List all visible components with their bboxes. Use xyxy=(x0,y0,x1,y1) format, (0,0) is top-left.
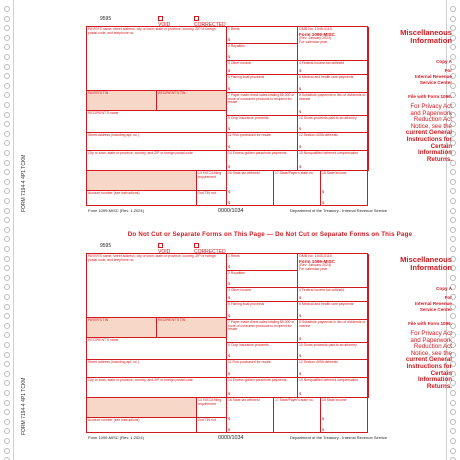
payer-name-field[interactable]: PAYER'S name, street address, city or town, state or province, country, ZIP or foreign postal code, and telephone no. xyxy=(87,27,227,91)
recipient-tin-field[interactable]: RECIPIENT'S TIN xyxy=(157,318,227,338)
sprocket-hole xyxy=(4,323,10,329)
form-side-panel xyxy=(368,253,454,433)
sprocket-hole xyxy=(4,400,10,406)
sprocket-hole xyxy=(4,112,10,118)
box-5-fishing[interactable]: 5 Fishing boat proceeds $ xyxy=(227,302,298,320)
box-10-attorney[interactable]: 10 Gross proceeds paid to an attorney $ xyxy=(298,116,369,133)
box-4-federal-tax[interactable]: 4 Federal income tax withheld $ xyxy=(298,288,369,302)
fatca-shaded-area xyxy=(87,398,197,418)
sprocket-hole xyxy=(4,419,10,425)
sprocket-hole xyxy=(4,256,10,262)
box-7-direct-sales[interactable]: 7 Payer made direct sales totaling $5,000 or more of consumer products to recipient for resale xyxy=(227,93,298,116)
side-form-label-top: FORM 7194-4 4P1 TCKM xyxy=(21,154,27,212)
privacy-line-1: For Privacy Act xyxy=(410,103,452,110)
sprocket-hole xyxy=(450,438,456,444)
general-line-1: current General xyxy=(405,129,452,137)
sprocket-hole xyxy=(4,390,10,396)
sprocket-hole xyxy=(4,294,10,300)
payer-name-field[interactable]: PAYER'S name, street address, city or town, state or province, country, ZIP or foreign postal code, and telephone no. xyxy=(87,254,227,318)
form-title-line-2: Information xyxy=(410,263,452,272)
corrected-checkbox[interactable]: CORRECTED xyxy=(194,16,226,28)
box-2-royalties[interactable]: 2 Royalties $ xyxy=(227,271,298,288)
box-3-other-income[interactable]: 3 Other income $ xyxy=(227,61,298,75)
irs-label-2: Service Center xyxy=(419,307,452,312)
form-1099-misc xyxy=(86,26,368,206)
form-side-panel xyxy=(368,26,454,206)
box-13-fatca[interactable]: 13 FATCA filing requirement xyxy=(197,398,227,418)
privacy-line-3: Reduction Act xyxy=(413,343,452,351)
general-line-2: Instructions for xyxy=(406,363,452,370)
box-8-substitute[interactable]: 8 Substitute payments in lieu of dividends or interest $ xyxy=(298,320,369,343)
payer-tin-field[interactable]: PAYER'S TIN xyxy=(87,91,157,111)
cut-warning: Do Not Cut or Separate Forms on This Page — Do Not Cut or Separate Forms on This Page xyxy=(127,231,413,238)
box-17-state-no[interactable]: 17 State/Payer's state no. xyxy=(274,171,321,206)
box-8-substitute[interactable]: 8 Substitute payments in lieu of dividends or interest $ xyxy=(298,93,369,116)
sprocket-hole xyxy=(4,64,10,70)
recipient-name-field[interactable]: RECIPIENT'S name xyxy=(87,111,227,133)
privacy-line-3: Reduction Act xyxy=(413,116,452,124)
general-line-1: current General xyxy=(405,356,452,364)
form-title-line-1: Miscellaneous xyxy=(400,255,452,264)
sprocket-hole xyxy=(450,448,456,454)
box-18-state-income[interactable]: 18 State income $ $ xyxy=(322,398,347,433)
general-line-3: Certain xyxy=(430,369,452,377)
second-tin-field[interactable]: 2nd TIN not. xyxy=(197,418,227,433)
general-line-5: Returns. xyxy=(426,155,452,163)
void-checkbox[interactable]: VOID xyxy=(158,16,170,28)
side-form-label-bottom: FORM 7194-4 4P1 TCKM xyxy=(21,377,27,435)
box-2-royalties[interactable]: 2 Royalties $ xyxy=(227,44,298,61)
box-18-state-income[interactable]: 18 State income $ $ xyxy=(322,171,347,206)
sprocket-hole xyxy=(4,179,10,185)
sprocket-hole xyxy=(4,150,10,156)
irs-label-1: Internal Revenue xyxy=(414,74,452,79)
sprocket-hole xyxy=(4,448,10,454)
sprocket-hole xyxy=(4,198,10,204)
omb-block: OMB No. 1545-0115 Form 1099-MISC (Rev. January 2024) For calendar year xyxy=(298,27,369,61)
recipient-tin-field[interactable]: RECIPIENT'S TIN xyxy=(157,91,227,111)
sprocket-hole xyxy=(4,131,10,137)
sprocket-hole xyxy=(4,304,10,310)
sprocket-hole xyxy=(4,438,10,444)
box-9-crop[interactable]: 9 Crop insurance proceeds $ xyxy=(227,343,298,360)
copy-a-label: Copy A xyxy=(436,286,452,291)
city-field[interactable]: City or town, state or province, country, and ZIP or foreign postal code xyxy=(87,151,227,171)
recipient-name-field[interactable]: RECIPIENT'S name xyxy=(87,338,227,360)
box-1-rents[interactable]: 1 Rents $ xyxy=(227,254,298,271)
box-15-nqdc[interactable]: 15 Nonqualified deferred compensation $ xyxy=(298,151,369,171)
for-label: For xyxy=(444,68,452,73)
general-line-4: Information xyxy=(417,149,452,157)
general-line-3: Certain xyxy=(430,142,452,150)
sprocket-hole xyxy=(4,352,10,358)
form-code: 9595 xyxy=(100,243,112,249)
box-6-medical[interactable]: 6 Medical and health care payments $ xyxy=(298,75,369,93)
omb-block: OMB No. 1545-0115 Form 1099-MISC (Rev. January 2024) For calendar year xyxy=(298,254,369,288)
copy-a-label: Copy A xyxy=(436,59,452,64)
form-title-line-1: Miscellaneous xyxy=(400,28,452,37)
footer-code: 0000/1034 xyxy=(218,208,244,214)
box-11-fish[interactable]: 11 Fish purchased for resale $ xyxy=(227,133,298,151)
sprocket-hole xyxy=(450,16,456,22)
street-address-field[interactable]: Street address (including apt. no.) xyxy=(87,133,227,151)
general-line-5: Returns. xyxy=(426,382,452,390)
sprocket-hole xyxy=(4,16,10,22)
sprocket-hole xyxy=(4,227,10,233)
box-9-crop[interactable]: 9 Crop insurance proceeds $ xyxy=(227,116,298,133)
privacy-line-4: Notice, see the xyxy=(410,122,452,130)
sprocket-hole xyxy=(450,208,456,214)
form-title-line-2: Information xyxy=(410,36,452,45)
form-code: 9595 xyxy=(100,16,112,22)
box-12-409a[interactable]: 12 Section 409A deferrals $ xyxy=(298,360,369,378)
file-with-label: File with Form 1096. xyxy=(408,94,452,99)
footer-code: 0000/1034 xyxy=(218,435,244,441)
sprocket-hole xyxy=(4,246,10,252)
footer-department: Department of the Treasury - Internal Revenue Service xyxy=(290,435,388,440)
account-number-field[interactable]: Account number (see instructions) xyxy=(87,418,197,433)
box-3-other-income[interactable]: 3 Other income $ xyxy=(227,288,298,302)
box-14-parachute[interactable]: 14 Excess golden parachute payments $ xyxy=(227,378,298,398)
fatca-shaded-area xyxy=(87,171,197,191)
sprocket-hole xyxy=(450,246,456,252)
box-11-fish[interactable]: 11 Fish purchased for resale $ xyxy=(227,360,298,378)
for-label: For xyxy=(444,295,452,300)
second-tin-field[interactable]: 2nd TIN not. xyxy=(197,191,227,206)
privacy-line-4: Notice, see the xyxy=(410,349,452,357)
general-line-4: Information xyxy=(417,376,452,384)
sprocket-hole xyxy=(4,83,10,89)
void-checkbox[interactable]: VOID xyxy=(158,243,170,255)
sprocket-hole xyxy=(4,35,10,41)
account-number-field[interactable]: Account number (see instructions) xyxy=(87,191,197,206)
box-10-attorney[interactable]: 10 Gross proceeds paid to an attorney $ xyxy=(298,343,369,360)
sprocket-hole xyxy=(450,6,456,12)
sprocket-hole xyxy=(4,275,10,281)
box-7-direct-sales[interactable]: 7 Payer made direct sales totaling $5,000 or more of consumer products to recipient for resale xyxy=(227,320,298,343)
irs-label-1: Internal Revenue xyxy=(414,301,452,306)
privacy-line-2: and Paperwork xyxy=(410,336,452,344)
sprocket-hole xyxy=(4,371,10,377)
sprocket-hole xyxy=(4,208,10,214)
box-16-state-tax[interactable]: 16 State tax withheld $ $ xyxy=(227,171,274,206)
box-14-parachute[interactable]: 14 Excess golden parachute payments $ xyxy=(227,151,298,171)
box-5-fishing[interactable]: 5 Fishing boat proceeds $ xyxy=(227,75,298,93)
box-12-409a[interactable]: 12 Section 409A deferrals $ xyxy=(298,133,369,151)
file-with-label: File with Form 1096. xyxy=(408,321,452,326)
footer-form-label: Form 1099-MISC (Rev. 1-2024) xyxy=(88,435,144,440)
payer-tin-field[interactable]: PAYER'S TIN xyxy=(87,318,157,338)
sprocket-hole xyxy=(4,54,10,60)
box-6-medical[interactable]: 6 Medical and health care payments $ xyxy=(298,302,369,320)
privacy-line-2: and Paperwork xyxy=(410,109,452,117)
sprocket-hole xyxy=(4,342,10,348)
corrected-checkbox[interactable]: CORRECTED xyxy=(194,243,226,255)
box-4-federal-tax[interactable]: 4 Federal income tax withheld $ xyxy=(298,61,369,75)
box-15-nqdc[interactable]: 15 Nonqualified deferred compensation $ xyxy=(298,378,369,398)
box-1-rents[interactable]: 1 Rents $ xyxy=(227,27,298,44)
box-17-state-no[interactable]: 17 State/Payer's state no. xyxy=(274,398,321,433)
general-line-2: Instructions for xyxy=(406,136,452,143)
city-field[interactable]: City or town, state or province, country, and ZIP or foreign postal code xyxy=(87,378,227,398)
irs-label-2: Service Center xyxy=(419,80,452,85)
box-13-fatca[interactable]: 13 FATCA filing requirement xyxy=(197,171,227,191)
box-16-state-tax[interactable]: 16 State tax withheld $ $ xyxy=(227,398,274,433)
footer-department: Department of the Treasury - Internal Revenue Service xyxy=(290,208,388,213)
footer-form-label: Form 1099-MISC (Rev. 1-2024) xyxy=(88,208,144,213)
sprocket-hole xyxy=(4,160,10,166)
street-address-field[interactable]: Street address (including apt. no.) xyxy=(87,360,227,378)
sprocket-hole xyxy=(4,6,10,12)
privacy-line-1: For Privacy Act xyxy=(410,330,452,337)
form-1099-misc xyxy=(86,253,368,433)
sprocket-hole xyxy=(4,102,10,108)
